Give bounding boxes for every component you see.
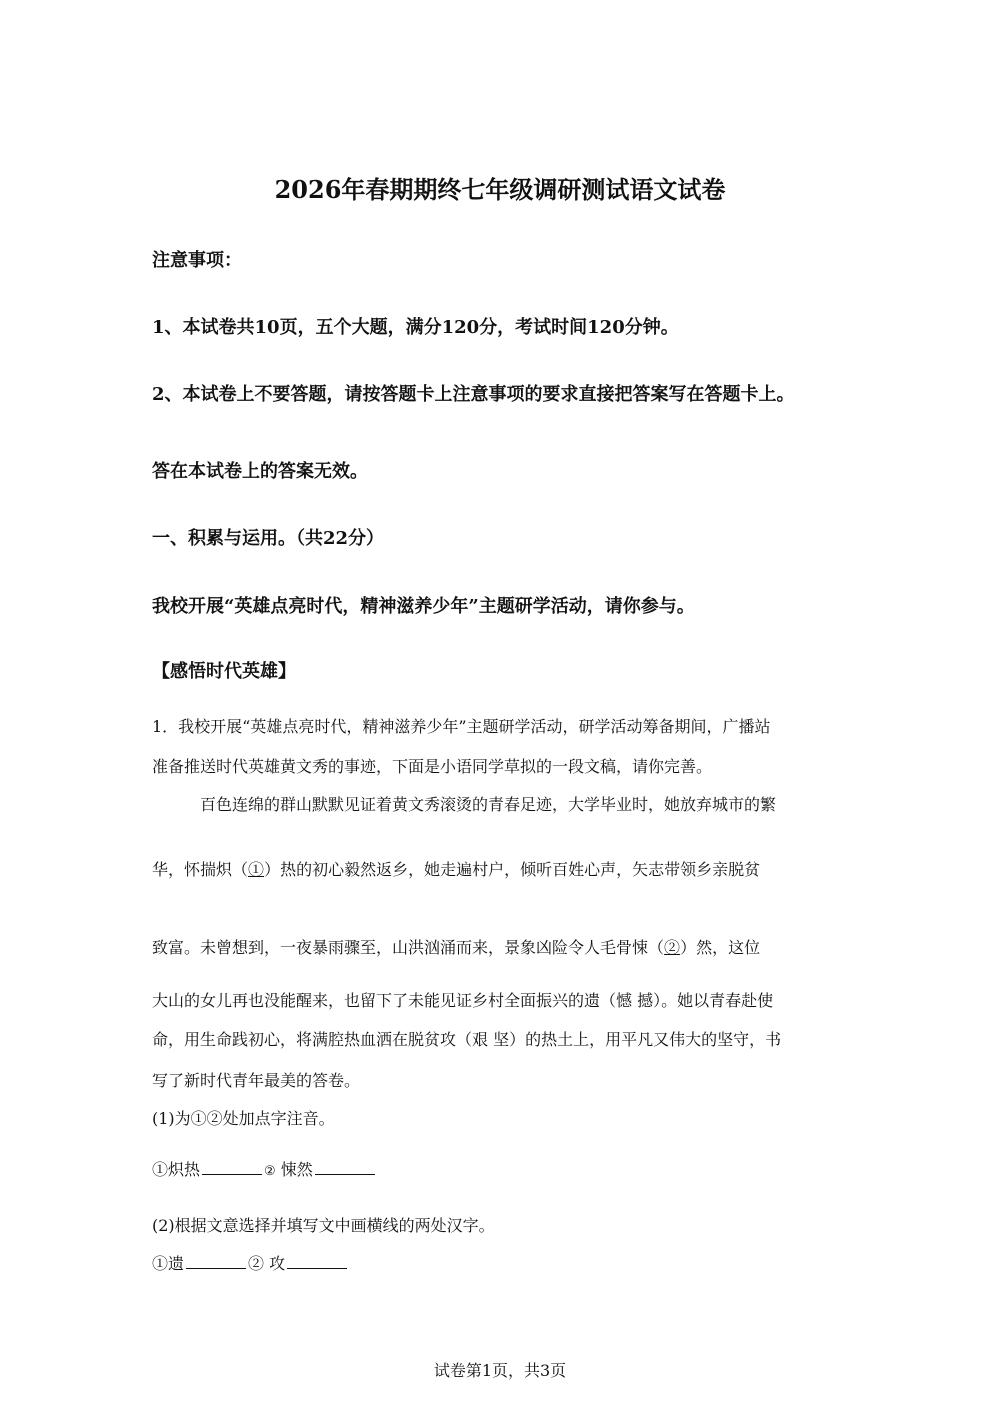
sub-heading: 【感悟时代英雄】 [152,661,296,682]
mark-1: ① [248,860,265,879]
question-line-2: 准备推送时代英雄黄文秀的事迹，下面是小语同学草拟的一段文稿，请你完善。 [152,757,713,776]
section-heading: 一、积累与运用。（共22分） [152,528,385,549]
sub-question-1-answer: ①炽热 ② 悚然 [152,1157,377,1180]
notice-item-2: 2、本试卷上不要答题，请按答题卡上注意事项的要求直接把答案写在答题卡上。 [152,384,795,405]
page-footer: 试卷第1页，共3页 [433,1361,567,1380]
sub-question-1: (1)为①②处加点字注音。 [152,1109,335,1128]
section-intro: 我校开展“英雄点亮时代，精神滋养少年”主题研学活动，请你参与。 [152,596,695,617]
answer-blank[interactable] [202,1160,262,1175]
mark-2: ② [664,938,681,957]
page-title: 2026年春期期终七年级调研测试语文试卷 [274,175,726,204]
answer-blank[interactable] [315,1160,375,1175]
answer-blank[interactable] [287,1254,347,1269]
dotted-char-2: 悚 [632,938,649,957]
passage-line-5: 命，用生命践初心，将满腔热血洒在脱贫攻（艰 坚）的热土上，用平凡又伟大的坚守，书 [152,1030,782,1049]
notice-item-1: 1、本试卷共10页，五个大题，满分120分，考试时间120分钟。 [152,317,679,338]
answer-blank[interactable] [186,1254,246,1269]
dotted-char-1: 炽 [216,860,233,879]
question-line-1: 1．我校开展“英雄点亮时代，精神滋养少年”主题研学活动，研学活动筹备期间，广播站 [152,717,771,736]
passage-line-6: 写了新时代青年最美的答卷。 [152,1071,361,1090]
notice-heading: 注意事项： [152,250,242,271]
notice-item-3: 答在本试卷上的答案无效。 [152,461,368,482]
passage-line-2: 华，怀揣炽（①）热的初心毅然返乡，她走遍村户，倾听百姓心声，矢志带领乡亲脱贫 [152,860,761,879]
sub-question-2: (2)根据文意选择并填写文中画横线的两处汉字。 [152,1216,495,1235]
sub-question-2-answer: ①遗 ② 攻 [152,1251,349,1274]
passage-line-4: 大山的女儿再也没能醒来，也留下了未能见证乡村全面振兴的遗（憾 撼）。她以青春赴使 [152,991,774,1010]
passage-line-3: 致富。未曾想到，一夜暴雨骤至，山洪汹涌而来，景象凶险令人毛骨悚（②）然，这位 [152,938,761,957]
passage-line-1: 百色连绵的群山默默见证着黄文秀滚烫的青春足迹，大学毕业时，她放弃城市的繁 [200,795,777,814]
